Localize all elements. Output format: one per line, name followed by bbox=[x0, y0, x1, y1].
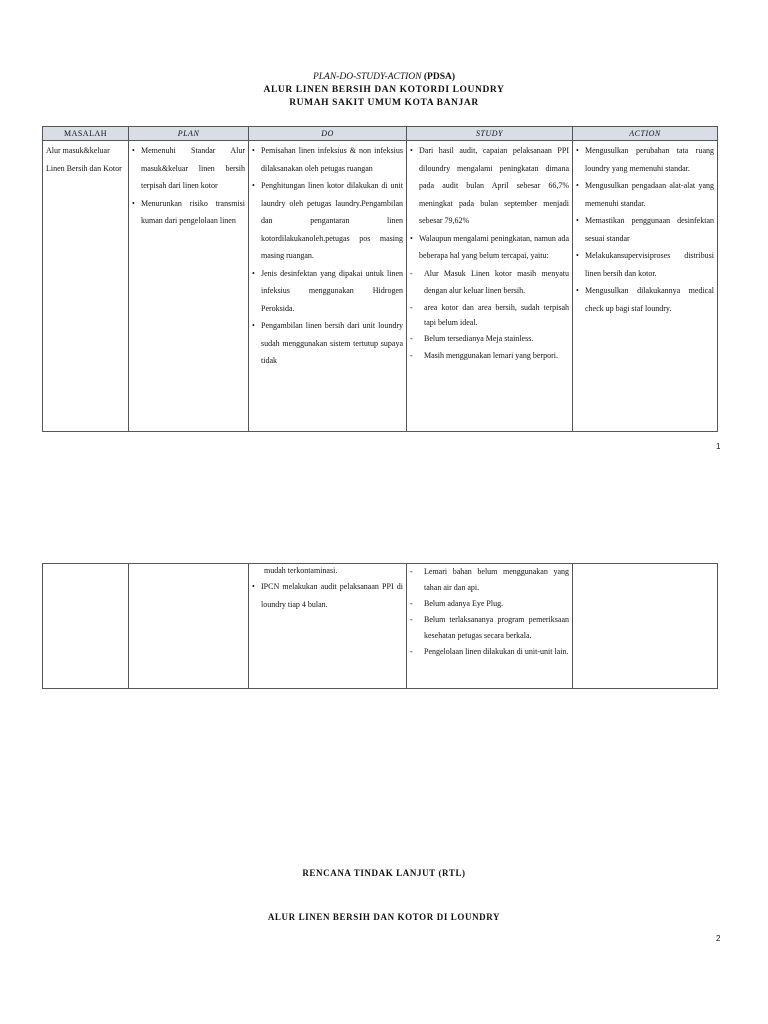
study-subitem: - Masih menggunakan lemari yang berpori. bbox=[410, 347, 569, 365]
study-subitem: - Lemari bahan belum menggunakan yang tahan air dan api. bbox=[410, 564, 569, 596]
masalah-text: Alur masuk&keluar Linen Bersih dan Kotor bbox=[46, 146, 122, 173]
plan-cell bbox=[129, 141, 249, 432]
masalah-cell bbox=[43, 141, 129, 432]
do-item: • Pemisahan linen infeksius & non infeksius dilaksanakan oleh petugas ruangan bbox=[252, 142, 403, 177]
action-item: • Mengusulkan dilakukannya medical check up bagi staf loundry. bbox=[576, 282, 714, 317]
rtl-subtitle: ALUR LINEN BERSIH DAN KOTOR DI LOUNDRY bbox=[267, 912, 501, 922]
plan-item: • Menurunkan risiko transmisi kuman dari pengelolaan linen bbox=[132, 195, 245, 230]
action-item: • Memastikan penggunaan desinfektan sesuai standar bbox=[576, 212, 714, 247]
pdsa-continuation-table bbox=[42, 563, 718, 689]
action-cell-cont bbox=[573, 564, 718, 689]
rtl-title: RENCANA TINDAK LANJUT (RTL) bbox=[302, 868, 466, 878]
document-subtitle: ALUR LINEN BERSIH DAN KOTORDI LOUNDRY bbox=[263, 85, 505, 95]
do-item: • Penghitungan linen kotor dilakukan di unit laundry oleh petugas laundry.Pengambilan dan pengantaran linen kotordilakukanoleh.petugas pos masing masing ruangan. bbox=[252, 177, 403, 265]
pdsa-table bbox=[42, 126, 718, 432]
do-cell-cont bbox=[249, 564, 407, 689]
study-cell-cont bbox=[407, 564, 573, 689]
action-item: • Mengusulkan pengadaan alat-alat yang memenuhi standar. bbox=[576, 177, 714, 212]
header-masalah: MASALAH bbox=[43, 127, 129, 141]
plan-item: • Memenuhi Standar Alur masuk&keluar linen bersih terpisah dari linen kotor bbox=[132, 142, 245, 195]
study-item: • Walaupun mengalami peningkatan, namun ada beberapa hal yang belum tercapai, yaitu: bbox=[410, 230, 569, 265]
study-subitem: - Belum adanya Eye Plug. bbox=[410, 596, 569, 612]
do-cell bbox=[249, 141, 407, 432]
do-item: • IPCN melakukan audit pelaksanaan PPI di loundry tiap 4 bulan. bbox=[252, 578, 403, 613]
title-italic: PLAN-DO-STUDY-ACTION bbox=[312, 72, 422, 82]
do-item: • Jenis desinfektan yang dipakai untuk linen infeksius menggunakan Hidrogen Peroksida. bbox=[252, 265, 403, 318]
header-action: ACTION bbox=[573, 127, 718, 141]
study-subitem: - Alur Masuk Linen kotor masih menyatu dengan alur keluar linen bersih. bbox=[410, 265, 569, 300]
header-plan: PLAN bbox=[129, 127, 249, 141]
header-do: DO bbox=[249, 127, 407, 141]
plan-cell-cont bbox=[129, 564, 249, 689]
action-item: • Melakukansupervisiproses distribusi linen bersih dan kotor. bbox=[576, 247, 714, 282]
do-continued-text: mudah terkontaminasi. bbox=[264, 566, 338, 575]
hospital-name: RUMAH SAKIT UMUM KOTA BANJAR bbox=[289, 98, 479, 108]
study-cell bbox=[407, 141, 573, 432]
study-subitem: - area kotor dan area bersih, sudah terpisah tapi belum ideal. bbox=[410, 300, 569, 330]
document-title bbox=[0, 71, 768, 84]
page-number: 2 bbox=[716, 934, 721, 943]
study-subitem: - Belum terlaksananya program pemeriksaan kesehatan petugas secara berkala. bbox=[410, 612, 569, 644]
header-study: STUDY bbox=[407, 127, 573, 141]
do-item: • Pengambilan linen bersih dari unit loundry sudah menggunakan sistem tertutup supaya tidak bbox=[252, 317, 403, 370]
masalah-cell-cont bbox=[43, 564, 129, 689]
study-subitem: - Pengelolaan linen dilakukan di unit-unit lain. bbox=[410, 644, 569, 660]
study-subitem: - Belum tersedianya Meja stainless. bbox=[410, 330, 569, 348]
page-number: 1 bbox=[716, 442, 721, 451]
study-item: • Dari hasil audit, capaian pelaksanaan PPI diloundry mengalami peningkatan dimana pada audit bulan April sebesar 66,7% meningkat pada bulan september menjadi sebesar 79,62% bbox=[410, 142, 569, 230]
action-cell bbox=[573, 141, 718, 432]
title-suffix: (PDSA) bbox=[421, 72, 456, 82]
action-item: • Mengusulkan perubahan tata ruang loundry yang memenuhi standar. bbox=[576, 142, 714, 177]
